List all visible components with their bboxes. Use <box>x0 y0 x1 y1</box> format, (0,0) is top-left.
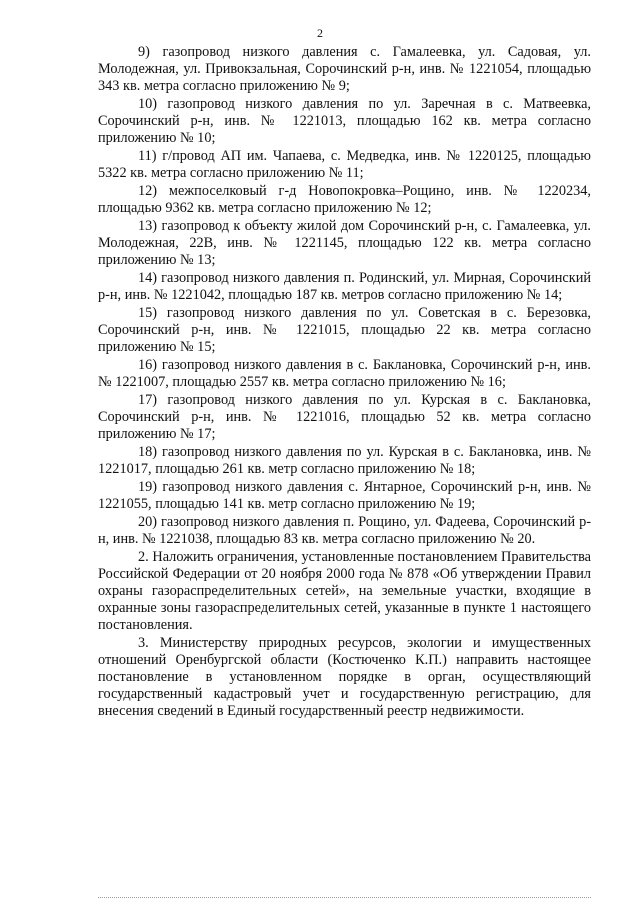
list-item-17: 17) газопровод низкого давления по ул. Курская в с. Баклановка, Сорочинский р-н, инв. № 1221016, площадью 52 кв. метра согласно приложению № 17; <box>98 392 591 442</box>
document-body <box>98 44 591 720</box>
list-item-15: 15) газопровод низкого давления по ул. Советская в с. Березовка, Сорочинский р-н, инв. № 1221015, площадью 22 кв. метра согласно приложению № 15; <box>98 305 591 355</box>
list-item-18: 18) газопровод низкого давления по ул. Курская в с. Баклановка, инв. № 1221017, площадью 261 кв. метр согласно приложению № 18; <box>98 444 591 477</box>
list-item-12: 12) межпоселковый г-д Новопокровка–Рощино, инв. № 1220234, площадью 9362 кв. метра согласно приложению № 12; <box>98 183 591 216</box>
list-item-19: 19) газопровод низкого давления с. Янтарное, Сорочинский р-н, инв. № 1221055, площадью 141 кв. метр согласно приложению № 19; <box>98 479 591 512</box>
list-item-14: 14) газопровод низкого давления п. Родинский, ул. Мирная, Сорочинский р-н, инв. № 1221042, площадью 187 кв. метров согласно приложению № 14; <box>98 270 591 303</box>
list-item-9: 9) газопровод низкого давления с. Гамалеевка, ул. Садовая, ул. Молодежная, ул. Привокзальная, Сорочинский р-н, инв. № 1221054, площадью 343 кв. метра согласно приложению № 9; <box>98 44 591 94</box>
clause-3: 3. Министерству природных ресурсов, экологии и имущественных отношений Оренбургской области (Костюченко К.П.) направить настоящее постановление в установленном порядке в орган, осуществляющий государственный кадастровый учет и государственную регистрацию, для внесения сведений в Единый государственный реестр недвижимости. <box>98 635 591 719</box>
page-number: 2 <box>317 26 323 40</box>
list-item-13: 13) газопровод к объекту жилой дом Сорочинский р-н, с. Гамалеевка, ул. Молодежная, 22В, инв. № 1221145, площадью 122 кв. метра согласно приложению № 13; <box>98 218 591 268</box>
clause-2: 2. Наложить ограничения, установленные постановлением Правительства Российской Федерации от 20 ноября 2000 года № 878 «Об утверждении Правил охраны газораспределительных сетей», на земельные участки, входящие в охранные зоны газораспределительных сетей, указанные в пункте 1 настоящего постановления. <box>98 549 591 633</box>
list-item-20: 20) газопровод низкого давления п. Рощино, ул. Фадеева, Сорочинский р-н, инв. № 1221038, площадью 83 кв. метра согласно приложению № 20. <box>98 514 591 547</box>
list-item-10: 10) газопровод низкого давления по ул. Заречная в с. Матвеевка, Сорочинский р-н, инв. № 1221013, площадью 162 кв. метра согласно приложению № 10; <box>98 96 591 146</box>
list-item-11: 11) г/провод АП им. Чапаева, с. Медведка, инв. № 1220125, площадью 5322 кв. метра согласно приложению № 11; <box>98 148 591 181</box>
page-bottom-artifact <box>98 897 591 898</box>
list-item-16: 16) газопровод низкого давления в с. Баклановка, Сорочинский р-н, инв. № 1221007, площадью 2557 кв. метра согласно приложению № 16; <box>98 357 591 390</box>
